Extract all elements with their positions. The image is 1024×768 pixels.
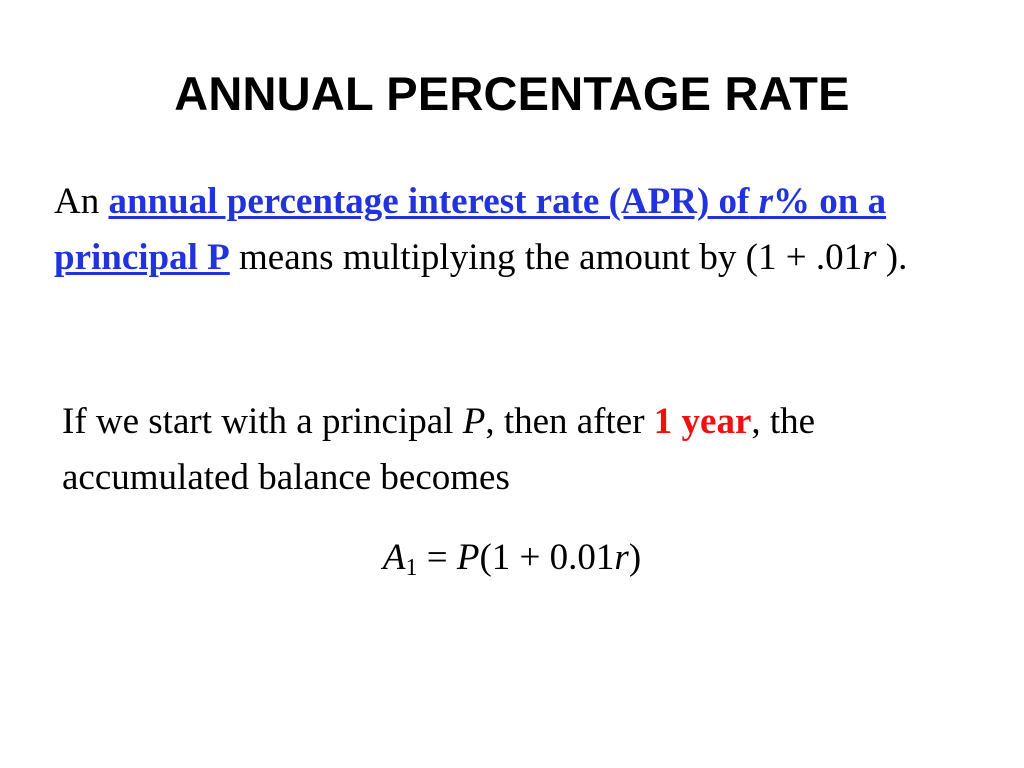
growth-part1: If we start with a principal [62,401,454,442]
apr-term-line1: annual percentage interest rate (APR) of [108,181,750,222]
formula-open: (1 + 0.01 [479,537,615,578]
formula-r-variable: r [614,537,629,578]
apr-prefix: An [54,181,100,222]
formula-equals: = [417,537,457,578]
principal-growth-paragraph [62,394,982,506]
apr-term-line2: % on a principal P [54,181,887,278]
one-year-highlight: 1 year [653,401,752,442]
growth-p-variable: P [462,401,486,442]
apr-suffix-r-variable: r [862,237,877,278]
apr-suffix-end: ). [876,237,908,278]
balance-formula [0,530,1024,586]
formula-close: ) [628,537,642,578]
growth-part3: , the accumulated balance becomes [62,401,816,498]
formula-p-variable: P [456,537,480,578]
apr-suffix: means multiplying the amount by (1 + .01 [239,237,863,278]
apr-definition-paragraph [54,174,934,286]
apr-term-r-variable: r [758,181,773,222]
growth-part2: , then after [485,401,645,442]
formula-subscript: 1 [405,555,418,581]
slide-title: ANNUAL PERCENTAGE RATE [174,67,850,120]
formula-a-variable: A [382,537,406,578]
